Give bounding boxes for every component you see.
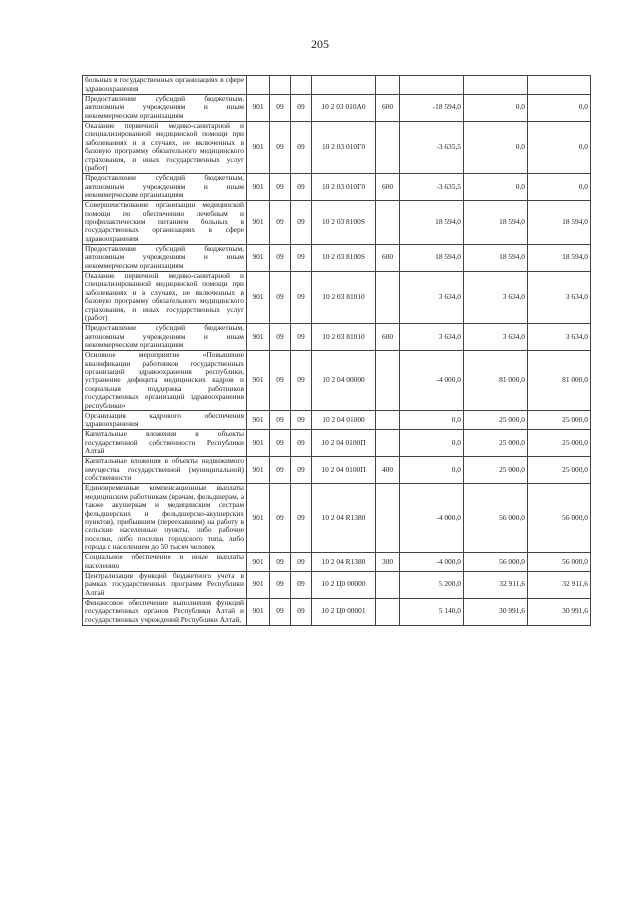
target-article-cell: 10 2 03 81010 bbox=[312, 271, 376, 323]
row-name-cell: Капитальные вложения в объекты государственной собственности Республики Алтай bbox=[83, 430, 247, 457]
amount-cell-1: 0,0 bbox=[464, 173, 528, 200]
expense-type-cell bbox=[376, 430, 400, 457]
amount-cell-2: 0,0 bbox=[528, 121, 591, 173]
table-row bbox=[83, 271, 591, 323]
row-name-cell: Единовременные компенсационные выплаты медицинским работникам (врачам, фельдшерам, а также акушеркам и медицинским сестрам фельдшерских и фельдшерско-акушерских пунктов), прибывшим (переехавшим) на работу в сельские населенные пункты, либо рабочие поселки, либо поселки городского типа, либо города с населением до 50 тысяч человек bbox=[83, 484, 247, 553]
table-row bbox=[83, 173, 591, 200]
ministry-code-cell: 901 bbox=[247, 173, 270, 200]
expense-type-cell bbox=[376, 571, 400, 598]
expense-type-cell: 600 bbox=[376, 323, 400, 350]
target-article-cell: 10 2 04 01000 bbox=[312, 411, 376, 430]
change-amount-cell: 0,0 bbox=[400, 457, 464, 484]
section-code-cell: 09 bbox=[270, 350, 291, 411]
target-article-cell: 10 2 Ц0 00001 bbox=[312, 598, 376, 625]
row-name-cell: Совершенствование организации медицинской помощи по обеспечению лечебным и профилактическим питанием больных в государственных организациях в сфере здравоохранения bbox=[83, 200, 247, 244]
subsection-code-cell: 09 bbox=[291, 323, 312, 350]
target-article-cell: 10 2 04 R1380 bbox=[312, 484, 376, 553]
ministry-code-cell: 901 bbox=[247, 571, 270, 598]
change-amount-cell: 0,0 bbox=[400, 430, 464, 457]
change-amount-cell bbox=[400, 76, 464, 95]
expense-type-cell: 300 bbox=[376, 553, 400, 572]
section-code-cell: 09 bbox=[270, 553, 291, 572]
ministry-code-cell: 901 bbox=[247, 244, 270, 271]
expense-type-cell: 400 bbox=[376, 457, 400, 484]
subsection-code-cell: 09 bbox=[291, 271, 312, 323]
row-name-cell: Финансовое обеспечение выполнения функций государственных органов Республики Алтай и государственных учреждений Республики Алтай, bbox=[83, 598, 247, 625]
change-amount-cell: -3 635,5 bbox=[400, 121, 464, 173]
amount-cell-2: 81 000,0 bbox=[528, 350, 591, 411]
section-code-cell: 09 bbox=[270, 271, 291, 323]
expense-type-cell: 600 bbox=[376, 94, 400, 121]
expense-type-cell bbox=[376, 350, 400, 411]
section-code-cell: 09 bbox=[270, 121, 291, 173]
subsection-code-cell: 09 bbox=[291, 457, 312, 484]
ministry-code-cell: 901 bbox=[247, 598, 270, 625]
subsection-code-cell: 09 bbox=[291, 484, 312, 553]
change-amount-cell: -18 594,0 bbox=[400, 94, 464, 121]
expense-type-cell bbox=[376, 484, 400, 553]
section-code-cell: 09 bbox=[270, 411, 291, 430]
table-row bbox=[83, 598, 591, 625]
table-row bbox=[83, 571, 591, 598]
amount-cell-1: 0,0 bbox=[464, 121, 528, 173]
change-amount-cell: 5 140,0 bbox=[400, 598, 464, 625]
subsection-code-cell: 09 bbox=[291, 200, 312, 244]
target-article-cell: 10 2 03 81010 bbox=[312, 323, 376, 350]
change-amount-cell: -4 000,0 bbox=[400, 350, 464, 411]
expense-type-cell bbox=[376, 271, 400, 323]
change-amount-cell: 0,0 bbox=[400, 411, 464, 430]
target-article-cell: 10 2 03 010Г0 bbox=[312, 121, 376, 173]
subsection-code-cell: 09 bbox=[291, 244, 312, 271]
row-name-cell: Капитальные вложения в объекты недвижимого имущества государственной (муниципальной) собственности bbox=[83, 457, 247, 484]
row-name-cell: Предоставление субсидий бюджетным, автономным учреждениям и иным некоммерческим организациям bbox=[83, 244, 247, 271]
section-code-cell: 09 bbox=[270, 173, 291, 200]
amount-cell-2: 25 000,0 bbox=[528, 457, 591, 484]
table-row bbox=[83, 94, 591, 121]
target-article-cell: 10 2 Ц0 00000 bbox=[312, 571, 376, 598]
ministry-code-cell: 901 bbox=[247, 271, 270, 323]
table-row bbox=[83, 350, 591, 411]
amount-cell-1: 32 911,6 bbox=[464, 571, 528, 598]
amount-cell-1: 25 000,0 bbox=[464, 457, 528, 484]
row-name-cell: Централизация функций бюджетного учета в рамках государственных программ Республики Алтай bbox=[83, 571, 247, 598]
amount-cell-2 bbox=[528, 76, 591, 95]
amount-cell-2: 56 000,0 bbox=[528, 553, 591, 572]
amount-cell-1: 0,0 bbox=[464, 94, 528, 121]
ministry-code-cell bbox=[247, 76, 270, 95]
amount-cell-1: 18 594,0 bbox=[464, 200, 528, 244]
amount-cell-2: 18 594,0 bbox=[528, 200, 591, 244]
change-amount-cell: -4 000,0 bbox=[400, 484, 464, 553]
subsection-code-cell: 09 bbox=[291, 173, 312, 200]
amount-cell-2: 25 000,0 bbox=[528, 411, 591, 430]
table-row bbox=[83, 457, 591, 484]
amount-cell-1: 3 634,0 bbox=[464, 323, 528, 350]
row-name-cell: Организация кадрового обеспечения здравоохранения bbox=[83, 411, 247, 430]
amount-cell-1: 3 634,0 bbox=[464, 271, 528, 323]
amount-cell-2: 32 911,6 bbox=[528, 571, 591, 598]
amount-cell-2: 3 634,0 bbox=[528, 271, 591, 323]
expense-type-cell bbox=[376, 200, 400, 244]
table-row bbox=[83, 200, 591, 244]
section-code-cell: 09 bbox=[270, 598, 291, 625]
amount-cell-1: 56 000,0 bbox=[464, 484, 528, 553]
amount-cell-2: 3 634,0 bbox=[528, 323, 591, 350]
target-article-cell: 10 2 03 8100S bbox=[312, 244, 376, 271]
table-row bbox=[83, 430, 591, 457]
subsection-code-cell: 09 bbox=[291, 430, 312, 457]
subsection-code-cell: 09 bbox=[291, 121, 312, 173]
target-article-cell: 10 2 04 R1380 bbox=[312, 553, 376, 572]
ministry-code-cell: 901 bbox=[247, 553, 270, 572]
amount-cell-1: 56 000,0 bbox=[464, 553, 528, 572]
subsection-code-cell: 09 bbox=[291, 411, 312, 430]
expense-type-cell: 600 bbox=[376, 244, 400, 271]
expense-type-cell bbox=[376, 598, 400, 625]
amount-cell-2: 18 594,0 bbox=[528, 244, 591, 271]
expense-type-cell bbox=[376, 76, 400, 95]
change-amount-cell: 3 634,0 bbox=[400, 323, 464, 350]
expense-type-cell: 600 bbox=[376, 173, 400, 200]
change-amount-cell: 18 594,0 bbox=[400, 244, 464, 271]
ministry-code-cell: 901 bbox=[247, 350, 270, 411]
target-article-cell bbox=[312, 76, 376, 95]
section-code-cell: 09 bbox=[270, 94, 291, 121]
expense-type-cell bbox=[376, 411, 400, 430]
change-amount-cell: -4 000,0 bbox=[400, 553, 464, 572]
target-article-cell: 10 2 04 00000 bbox=[312, 350, 376, 411]
ministry-code-cell: 901 bbox=[247, 200, 270, 244]
expense-type-cell bbox=[376, 121, 400, 173]
table-row bbox=[83, 411, 591, 430]
target-article-cell: 10 2 04 0100П bbox=[312, 430, 376, 457]
section-code-cell: 09 bbox=[270, 244, 291, 271]
change-amount-cell: -3 635,5 bbox=[400, 173, 464, 200]
change-amount-cell: 3 634,0 bbox=[400, 271, 464, 323]
page-number: 205 bbox=[311, 37, 329, 51]
table-row bbox=[83, 76, 591, 95]
section-code-cell bbox=[270, 76, 291, 95]
amount-cell-2: 25 000,0 bbox=[528, 430, 591, 457]
subsection-code-cell: 09 bbox=[291, 553, 312, 572]
target-article-cell: 10 2 04 0100П bbox=[312, 457, 376, 484]
subsection-code-cell: 09 bbox=[291, 94, 312, 121]
section-code-cell: 09 bbox=[270, 323, 291, 350]
change-amount-cell: 18 594,0 bbox=[400, 200, 464, 244]
row-name-cell: Предоставление субсидий бюджетным, автономным учреждениям и иным некоммерческим организациям bbox=[83, 173, 247, 200]
amount-cell-2: 30 991,6 bbox=[528, 598, 591, 625]
amount-cell-1: 81 000,0 bbox=[464, 350, 528, 411]
ministry-code-cell: 901 bbox=[247, 411, 270, 430]
amount-cell-1: 25 000,0 bbox=[464, 430, 528, 457]
table-row bbox=[83, 553, 591, 572]
table-row bbox=[83, 244, 591, 271]
subsection-code-cell: 09 bbox=[291, 571, 312, 598]
subsection-code-cell: 09 bbox=[291, 350, 312, 411]
target-article-cell: 10 2 03 8100S bbox=[312, 200, 376, 244]
table-row bbox=[83, 484, 591, 553]
section-code-cell: 09 bbox=[270, 457, 291, 484]
ministry-code-cell: 901 bbox=[247, 484, 270, 553]
row-name-cell: Оказание первичной медико-санитарной и специализированной медицинской помощи при заболеваниях и в случаях, не включенных в базовую программу обязательного медицинского страхования, и иных государственных услуг (работ) bbox=[83, 271, 247, 323]
change-amount-cell: 5 200,0 bbox=[400, 571, 464, 598]
amount-cell-1: 18 594,0 bbox=[464, 244, 528, 271]
ministry-code-cell: 901 bbox=[247, 94, 270, 121]
section-code-cell: 09 bbox=[270, 484, 291, 553]
subsection-code-cell: 09 bbox=[291, 598, 312, 625]
table-row bbox=[83, 121, 591, 173]
amount-cell-2: 0,0 bbox=[528, 173, 591, 200]
ministry-code-cell: 901 bbox=[247, 323, 270, 350]
section-code-cell: 09 bbox=[270, 571, 291, 598]
table-row bbox=[83, 323, 591, 350]
row-name-cell: Предоставление субсидий бюджетным, автономным учреждениям и иным некоммерческим организациям bbox=[83, 323, 247, 350]
target-article-cell: 10 2 03 010Г0 bbox=[312, 173, 376, 200]
row-name-cell: Предоставление субсидий бюджетным, автономным учреждениям и иным некоммерческим организациям bbox=[83, 94, 247, 121]
amount-cell-1: 25 000,0 bbox=[464, 411, 528, 430]
amount-cell-1 bbox=[464, 76, 528, 95]
amount-cell-2: 56 000,0 bbox=[528, 484, 591, 553]
ministry-code-cell: 901 bbox=[247, 457, 270, 484]
section-code-cell: 09 bbox=[270, 430, 291, 457]
target-article-cell: 10 2 03 010А0 bbox=[312, 94, 376, 121]
amount-cell-1: 30 991,6 bbox=[464, 598, 528, 625]
row-name-cell: Социальное обеспечение и иные выплаты населению bbox=[83, 553, 247, 572]
section-code-cell: 09 bbox=[270, 200, 291, 244]
ministry-code-cell: 901 bbox=[247, 430, 270, 457]
row-name-cell: Основное мероприятие «Повышение квалификации работников государственных организаций здравоохранения республики, устранение дефицита медицинских кадров и социальная поддержка работников государственных организаций здравоохранения республики» bbox=[83, 350, 247, 411]
row-name-cell: Оказание первичной медико-санитарной и специализированной медицинской помощи при заболеваниях и в случаях, не включенных в базовую программу обязательного медицинского страхования, и иных государственных услуг (работ) bbox=[83, 121, 247, 173]
amount-cell-2: 0,0 bbox=[528, 94, 591, 121]
subsection-code-cell bbox=[291, 76, 312, 95]
ministry-code-cell: 901 bbox=[247, 121, 270, 173]
budget-table bbox=[82, 75, 591, 626]
row-name-cell: больных в государственных организациях в сфере здравоохранения bbox=[83, 76, 247, 95]
